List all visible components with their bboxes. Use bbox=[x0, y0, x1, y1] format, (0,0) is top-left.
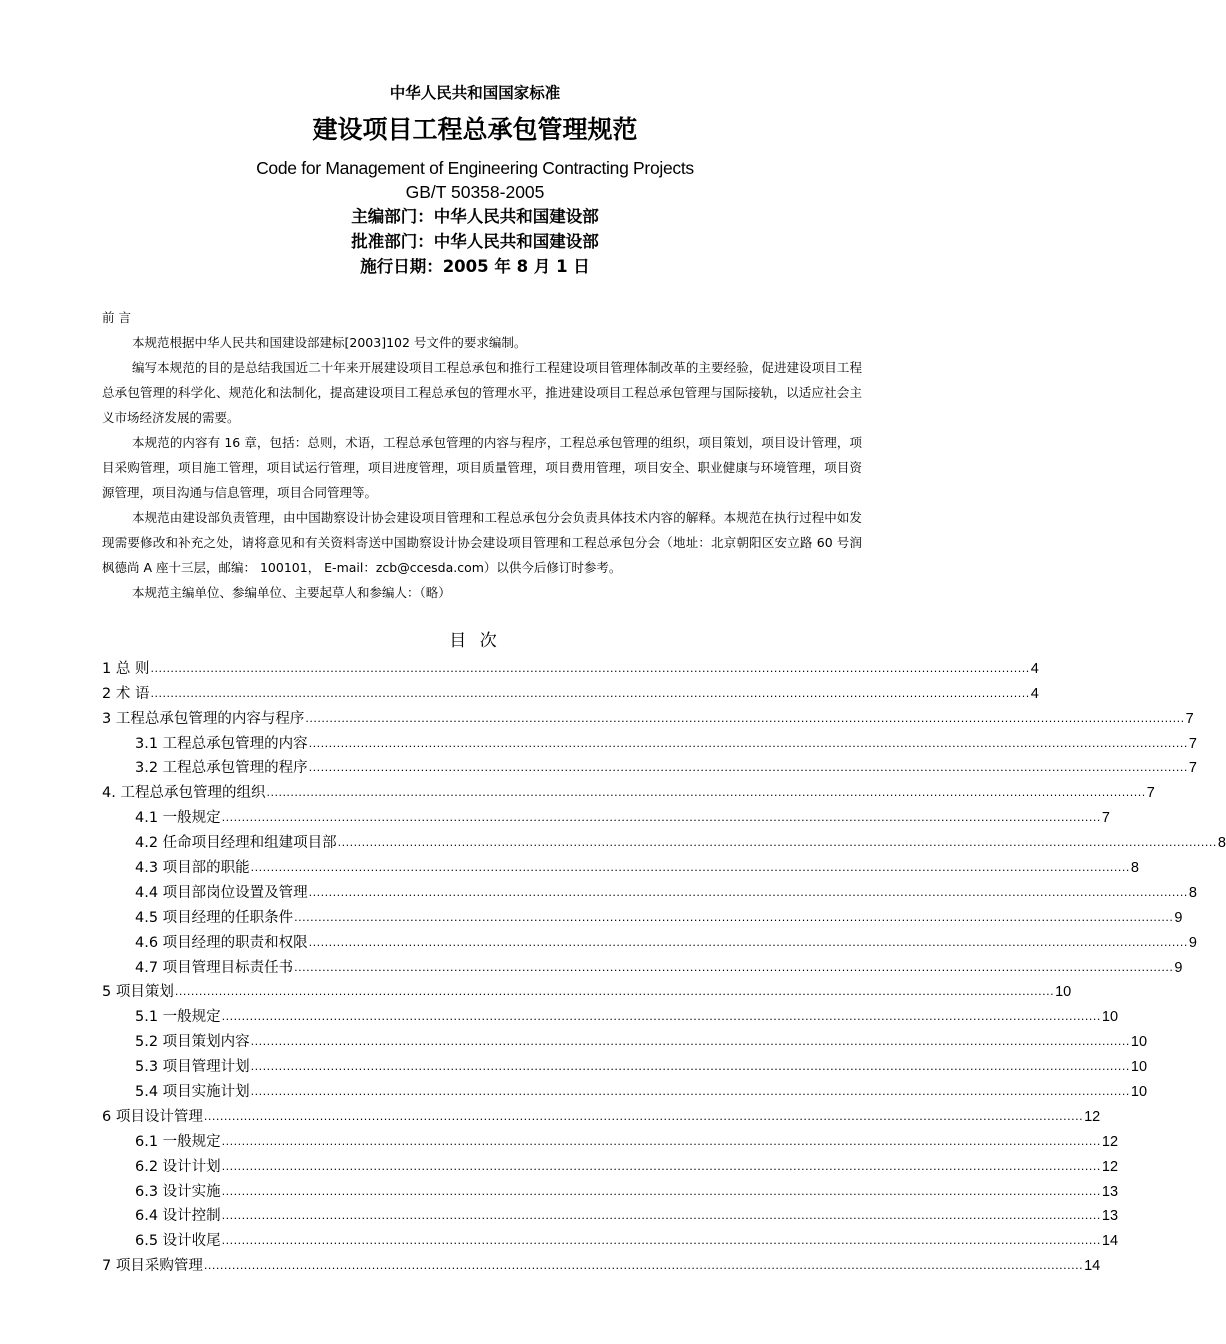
toc-dot-leader: ............................................................................................................................................................................................................................ bbox=[308, 761, 1188, 775]
toc-entry[interactable] bbox=[102, 828, 1226, 853]
toc-dot-leader: ............................................................................................................................................................................................................................ bbox=[221, 1234, 1101, 1248]
toc-entry-label: 6.4 设计控制 bbox=[135, 1208, 221, 1225]
toc-entry[interactable] bbox=[102, 1077, 1148, 1102]
toc-entry-page: 12 bbox=[1101, 1133, 1119, 1150]
toc-entry[interactable] bbox=[102, 1127, 1119, 1152]
toc-entry[interactable] bbox=[102, 729, 1197, 754]
toc-entry-page: 4 bbox=[1030, 685, 1039, 702]
toc-entry[interactable] bbox=[102, 1102, 1101, 1127]
preface-paragraph: 编写本规范的目的是总结我国近二十年来开展建设项目工程总承包和推行工程建设项目管理体制改革的主要经验，促进建设项目工程总承包管理的科学化、规范化和法制化，提高建设项目工程总承包的管理水平，推进建设项目工程总承包管理与国际接轨，以适应社会主义市场经济发展的需要。 bbox=[102, 360, 862, 425]
toc-entry-label: 3.1 工程总承包管理的内容 bbox=[135, 735, 308, 752]
toc-entry-label: 4. 工程总承包管理的组织 bbox=[102, 785, 266, 802]
toc-entry[interactable] bbox=[102, 778, 1155, 803]
toc-entry-label: 4.6 项目经理的职责和权限 bbox=[135, 934, 308, 951]
toc-title: 目 次 bbox=[449, 631, 501, 651]
toc-entry-page: 9 bbox=[1174, 959, 1183, 976]
toc-dot-leader: ............................................................................................................................................................................................................................ bbox=[203, 1109, 1084, 1123]
toc-entry-page: 9 bbox=[1188, 934, 1197, 951]
toc-entry-label: 6 项目设计管理 bbox=[102, 1108, 203, 1125]
toc-dot-leader: ............................................................................................................................................................................................................................ bbox=[203, 1259, 1084, 1273]
toc-dot-leader: ............................................................................................................................................................................................................................ bbox=[337, 836, 1217, 850]
toc-entry[interactable] bbox=[102, 953, 1183, 978]
toc-dot-leader: ............................................................................................................................................................................................................................ bbox=[308, 935, 1188, 949]
toc-entry[interactable] bbox=[102, 1202, 1119, 1227]
toc-entry-page: 13 bbox=[1101, 1183, 1119, 1200]
toc-entry-label: 6.3 设计实施 bbox=[135, 1183, 221, 1200]
toc-entry-label: 5.4 项目实施计划 bbox=[135, 1084, 250, 1101]
toc-entry[interactable] bbox=[102, 978, 1072, 1003]
toc-entry[interactable] bbox=[102, 1052, 1148, 1077]
toc-entry[interactable] bbox=[102, 1027, 1148, 1052]
preface-paragraph: 本规范主编单位、参编单位、主要起草人和参编人：（略） bbox=[132, 585, 451, 600]
toc-dot-leader: ............................................................................................................................................................................................................................ bbox=[250, 1085, 1130, 1099]
english-title: Code for Management of Engineering Contracting Projects bbox=[256, 158, 694, 178]
toc-entry-page: 12 bbox=[1084, 1108, 1101, 1125]
toc-entry-page: 10 bbox=[1101, 1009, 1119, 1026]
toc-entry-page: 8 bbox=[1217, 835, 1226, 852]
toc-entry-label: 6.1 一般规定 bbox=[135, 1133, 221, 1150]
toc-dot-leader: ............................................................................................................................................................................................................................ bbox=[308, 885, 1188, 899]
toc-dot-leader: ............................................................................................................................................................................................................................ bbox=[221, 1184, 1101, 1198]
toc-entry[interactable] bbox=[102, 1177, 1119, 1202]
toc-entry-label: 1 总 则 bbox=[102, 660, 150, 677]
preface-paragraph: 本规范由建设部负责管理，由中国勘察设计协会建设项目管理和工程总承包分会负责具体技术内容的解释。本规范在执行过程中如发现需要修改和补充之处，请将意见和有关资料寄送中国勘察设计协会建设项目管理和工程总承包分会（地址：北京朝阳区安立路 60 号润枫德尚 A 座十三层，邮编： 100101， E-mail：zcb@ccesda.com）以供今后修订时参考。 bbox=[102, 510, 862, 575]
toc-entry-page: 13 bbox=[1101, 1208, 1119, 1225]
toc-entry-page: 14 bbox=[1084, 1258, 1101, 1275]
toc-entry-page: 7 bbox=[1146, 785, 1155, 802]
editing-department: 主编部门：中华人民共和国建设部 bbox=[351, 207, 599, 226]
toc-entry-label: 2 术 语 bbox=[102, 685, 150, 702]
toc-entry-label: 4.7 项目管理目标责任书 bbox=[135, 959, 294, 976]
preface-body bbox=[102, 330, 862, 605]
toc-entry-page: 8 bbox=[1188, 884, 1197, 901]
toc-entry-label: 3.2 工程总承包管理的程序 bbox=[135, 760, 308, 777]
toc-entry-label: 6.5 设计收尾 bbox=[135, 1233, 221, 1250]
toc-entry-page: 10 bbox=[1130, 1059, 1148, 1076]
toc-entry-page: 10 bbox=[1055, 984, 1072, 1001]
toc-dot-leader: ............................................................................................................................................................................................................................ bbox=[250, 1035, 1130, 1049]
toc-dot-leader: ............................................................................................................................................................................................................................ bbox=[294, 910, 1174, 924]
toc-dot-leader: ............................................................................................................................................................................................................................ bbox=[308, 736, 1188, 750]
toc-entry-label: 5 项目策划 bbox=[102, 984, 174, 1001]
toc-entry-page: 7 bbox=[1188, 760, 1197, 777]
toc-dot-leader: ............................................................................................................................................................................................................................ bbox=[250, 861, 1130, 875]
toc-entry-page: 7 bbox=[1101, 810, 1110, 827]
toc-entry[interactable] bbox=[102, 704, 1194, 729]
toc-entry-label: 5.2 项目策划内容 bbox=[135, 1034, 250, 1051]
toc-entry[interactable] bbox=[102, 754, 1197, 779]
toc-entry-page: 10 bbox=[1130, 1084, 1148, 1101]
toc-entry[interactable] bbox=[102, 1226, 1119, 1251]
toc-entry[interactable] bbox=[102, 654, 1039, 679]
toc-dot-leader: ............................................................................................................................................................................................................................ bbox=[266, 786, 1146, 800]
toc-dot-leader: ............................................................................................................................................................................................................................ bbox=[221, 1159, 1101, 1173]
toc-dot-leader: ............................................................................................................................................................................................................................ bbox=[221, 811, 1101, 825]
table-of-contents bbox=[102, 654, 1226, 1276]
toc-entry[interactable] bbox=[102, 878, 1197, 903]
toc-entry-page: 4 bbox=[1030, 660, 1039, 677]
toc-entry-label: 6.2 设计计划 bbox=[135, 1158, 221, 1175]
preface-heading: 前 言 bbox=[102, 310, 131, 325]
toc-dot-leader: ............................................................................................................................................................................................................................ bbox=[221, 1134, 1101, 1148]
toc-entry[interactable] bbox=[102, 1002, 1119, 1027]
standard-code: GB/T 50358-2005 bbox=[405, 182, 545, 202]
toc-entry-label: 7 项目采购管理 bbox=[102, 1258, 203, 1275]
toc-entry-page: 12 bbox=[1101, 1158, 1119, 1175]
toc-entry-label: 4.5 项目经理的任职条件 bbox=[135, 909, 294, 926]
toc-entry[interactable] bbox=[102, 1251, 1101, 1276]
toc-dot-leader: ............................................................................................................................................................................................................................ bbox=[150, 661, 1030, 675]
toc-entry[interactable] bbox=[102, 903, 1183, 928]
toc-entry[interactable] bbox=[102, 803, 1110, 828]
toc-entry-label: 4.3 项目部的职能 bbox=[135, 860, 250, 877]
document-title: 建设项目工程总承包管理规范 bbox=[312, 115, 638, 144]
toc-entry[interactable] bbox=[102, 928, 1197, 953]
toc-dot-leader: ............................................................................................................................................................................................................................ bbox=[174, 985, 1055, 999]
toc-entry[interactable] bbox=[102, 1152, 1119, 1177]
toc-entry-page: 14 bbox=[1101, 1233, 1119, 1250]
toc-entry-page: 10 bbox=[1130, 1034, 1148, 1051]
effective-date: 施行日期：2005 年 8 月 1 日 bbox=[360, 257, 590, 276]
toc-entry[interactable] bbox=[102, 679, 1039, 704]
standard-type: 中华人民共和国国家标准 bbox=[389, 84, 561, 102]
toc-entry-page: 7 bbox=[1188, 735, 1197, 752]
toc-entry-label: 5.3 项目管理计划 bbox=[135, 1059, 250, 1076]
toc-entry-label: 3 工程总承包管理的内容与程序 bbox=[102, 710, 305, 727]
toc-dot-leader: ............................................................................................................................................................................................................................ bbox=[305, 711, 1185, 725]
preface-paragraph: 本规范根据中华人民共和国建设部建标[2003]102 号文件的要求编制。 bbox=[132, 335, 527, 350]
toc-entry-label: 5.1 一般规定 bbox=[135, 1009, 221, 1026]
toc-dot-leader: ............................................................................................................................................................................................................................ bbox=[221, 1209, 1101, 1223]
toc-entry-page: 9 bbox=[1174, 909, 1183, 926]
preface-paragraph: 本规范的内容有 16 章，包括：总则，术语，工程总承包管理的内容与程序，工程总承包管理的组织，项目策划，项目设计管理，项目采购管理，项目施工管理，项目试运行管理，项目进度管理，项目质量管理，项目费用管理，项目安全、职业健康与环境管理，项目资源管理，项目沟通与信息管理，项目合同管理等。 bbox=[102, 435, 862, 500]
toc-entry-label: 4.2 任命项目经理和组建项目部 bbox=[135, 835, 337, 852]
toc-dot-leader: ............................................................................................................................................................................................................................ bbox=[250, 1060, 1130, 1074]
approving-department: 批准部门：中华人民共和国建设部 bbox=[351, 232, 599, 251]
toc-entry-label: 4.1 一般规定 bbox=[135, 810, 221, 827]
toc-entry[interactable] bbox=[102, 853, 1139, 878]
toc-dot-leader: ............................................................................................................................................................................................................................ bbox=[150, 686, 1030, 700]
toc-dot-leader: ............................................................................................................................................................................................................................ bbox=[294, 960, 1174, 974]
toc-entry-label: 4.4 项目部岗位设置及管理 bbox=[135, 884, 308, 901]
toc-entry-page: 8 bbox=[1130, 860, 1139, 877]
toc-dot-leader: ............................................................................................................................................................................................................................ bbox=[221, 1010, 1101, 1024]
toc-entry-page: 7 bbox=[1185, 710, 1194, 727]
